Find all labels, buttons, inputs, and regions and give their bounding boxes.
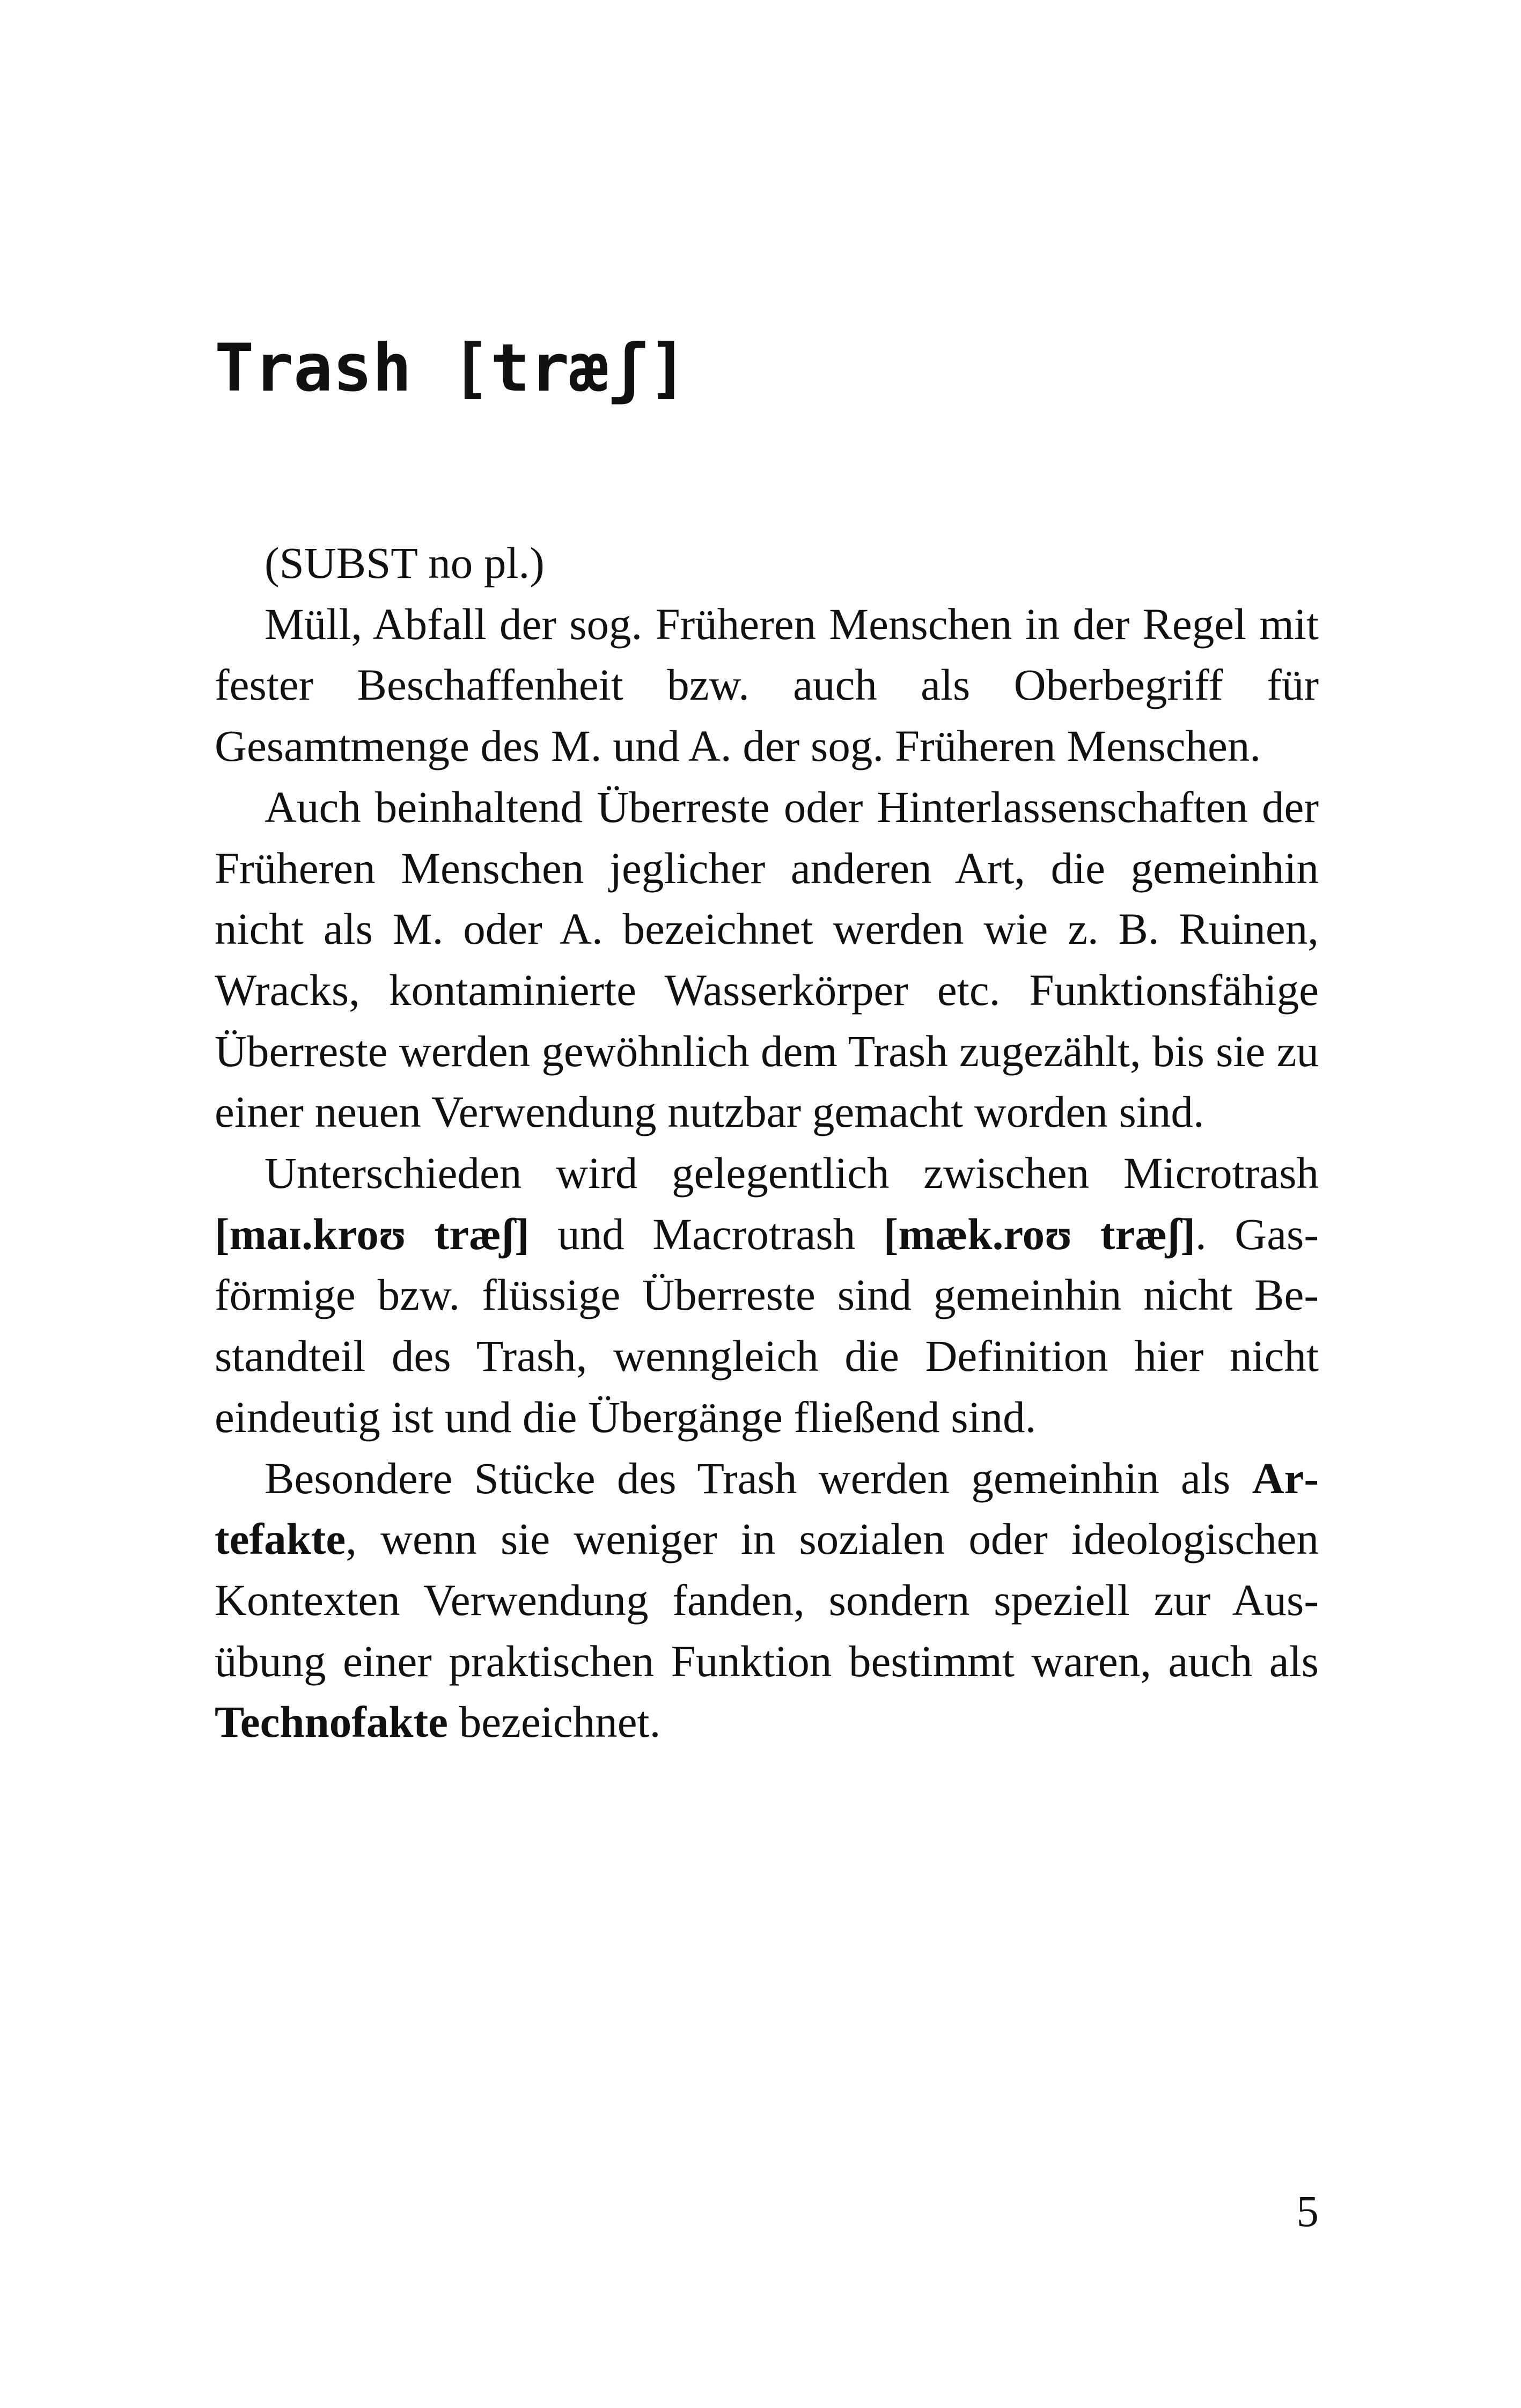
artefakte-term: Artefakte	[215, 1453, 1319, 1564]
technofakte-term: Technofakte	[215, 1697, 449, 1747]
page-number: 5	[1296, 2186, 1319, 2236]
paragraph-4-lead: Besondere Stücke des Trash werden gemeinhin als	[264, 1453, 1252, 1503]
macrotrash-pronunciation: [mæk.roʊ træʃ]	[883, 1209, 1196, 1259]
definition-paragraph-3	[215, 1143, 1319, 1448]
grammar-note: (SUBST no pl.)	[264, 538, 545, 588]
definition-paragraph-2: Auch beinhaltend Überreste oder Hinterlassenschaften der Früheren Menschen jeglicher anderen Art, die gemeinhin nicht als M. oder A. bezeichnet werden wie z. B. Ruinen, Wracks, kontaminierte Wasserkörper etc. Funktionsfähige Überreste werden gewöhnlich dem Trash zugezählt, bis sie zu einer neuen Verwendung nutzbar gemacht worden sind.	[215, 782, 1319, 1137]
paragraph-4-tail: bezeichnet.	[448, 1697, 661, 1747]
entry-body	[215, 533, 1319, 1753]
paragraph-3-lead: Unterschieden wird gelegentlich zwischen Microtrash	[264, 1148, 1319, 1198]
microtrash-pronunciation: [maɪ.kroʊ træʃ]	[215, 1209, 530, 1259]
paragraph-3-middle: und Macrotrash	[529, 1209, 884, 1259]
paragraph-4-middle: , wenn sie weniger in sozialen oder ideologischen Kontexten Verwendung fanden, sondern speziell zur Ausübung einer praktischen Funktion bestimmt waren, auch als	[215, 1514, 1319, 1686]
paragraph-3-tail: . Gasförmige bzw. flüssige Überreste sind gemeinhin nicht Bestandteil des Trash, wenngleich die Definition hier nicht eindeutig ist und die Übergänge fließend sind.	[215, 1209, 1319, 1442]
entry-headword: Trash [træʃ]	[215, 330, 688, 406]
definition-paragraph-1: Müll, Abfall der sog. Früheren Menschen in der Regel mit fester Beschaffenheit bzw. auch als Oberbegriff für Gesamtmenge des M. und A. der sog. Früheren Menschen.	[215, 599, 1319, 771]
definition-paragraph-4	[215, 1448, 1319, 1753]
